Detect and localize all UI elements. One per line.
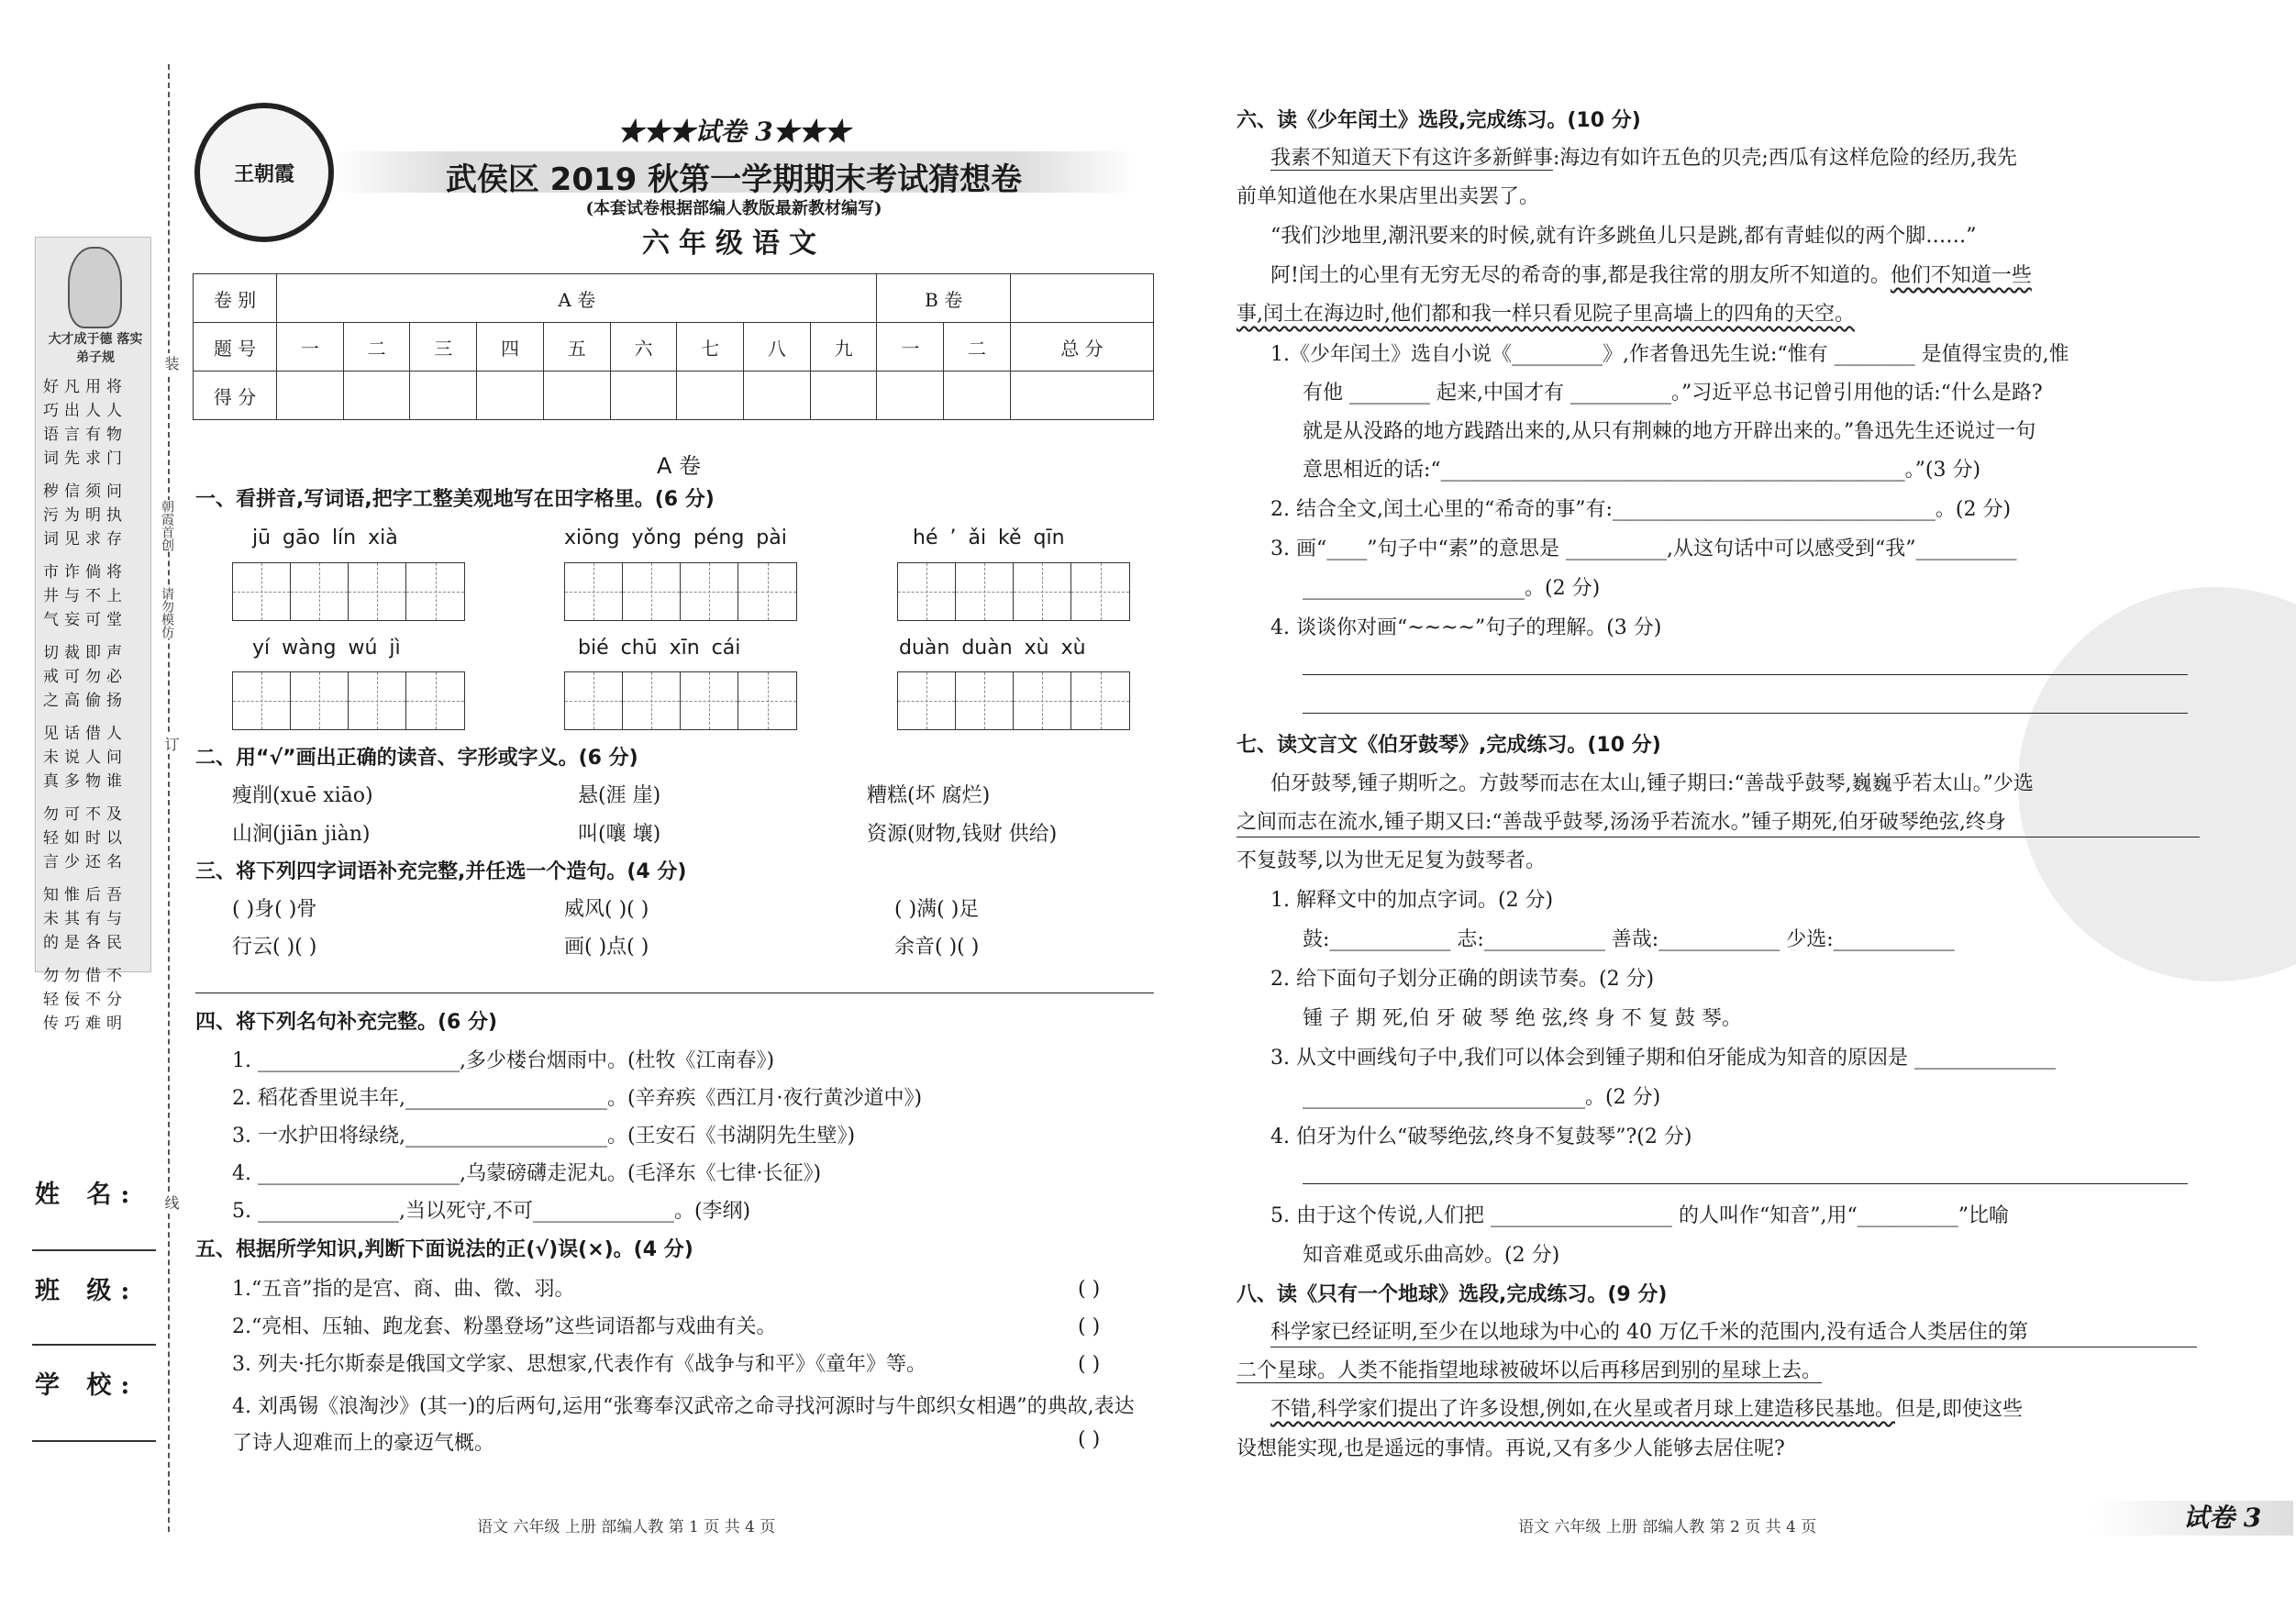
name-field[interactable] bbox=[32, 1249, 156, 1251]
q2-item[interactable]: 叫(嚷 壤) bbox=[578, 823, 661, 846]
score-input[interactable] bbox=[343, 372, 410, 420]
q7-item[interactable]: 锺 子 期 死,伯 牙 破 琴 绝 弦,终 身 不 复 鼓 琴。 bbox=[1303, 1007, 1742, 1030]
q2-item[interactable]: 山涧(jiān jiàn) bbox=[232, 823, 371, 846]
q8-passage: 不错,科学家们提出了许多设想,例如,在火星或者月球上建造移民基地。但是,即使这些 bbox=[1270, 1398, 2023, 1421]
q6-passage: “我们沙地里,潮汛要来的时候,就有许多跳鱼儿只是跳,都有青蛙似的两个脚……” bbox=[1270, 225, 1977, 248]
q4-item[interactable]: 5. ______________,当以死守,不可______________。(李纲) bbox=[232, 1200, 751, 1223]
q2-item[interactable]: 悬(涯 崖) bbox=[578, 784, 661, 807]
q2-item[interactable]: 瘦削(xuē xiāo) bbox=[232, 784, 373, 807]
name-label: 姓 名: bbox=[35, 1181, 139, 1209]
pinyin-6: duàn duàn xù xù bbox=[899, 637, 1086, 660]
score-input[interactable] bbox=[810, 372, 877, 420]
paper-tag: 试卷 3 bbox=[2183, 1503, 2262, 1533]
q4-item[interactable]: 2. 稻花香里说丰年,____________________。(辛弃疾《西江月·夜行黄沙道中》) bbox=[232, 1087, 923, 1110]
q7-item[interactable]: 鼓:____________ 志:____________ 善哉:____________ 少选:____________ bbox=[1303, 928, 1955, 951]
q3-item[interactable]: 威风( )( ) bbox=[564, 898, 649, 921]
writing-grid[interactable] bbox=[564, 562, 797, 621]
section-a-title: A 卷 bbox=[656, 453, 702, 479]
table-cell: 一 bbox=[877, 323, 944, 372]
writing-grid[interactable] bbox=[232, 671, 465, 730]
q7-passage: 之间而志在流水,锺子期又曰:“善哉乎鼓琴,汤汤乎若流水。”锺子期死,伯牙破琴绝弦,终身 bbox=[1237, 809, 2200, 837]
score-input[interactable] bbox=[744, 372, 811, 420]
score-input[interactable] bbox=[610, 372, 677, 420]
side-note-ding: 订 bbox=[158, 734, 184, 754]
score-input[interactable] bbox=[1010, 372, 1153, 420]
answer-bracket[interactable]: ( ) bbox=[1078, 1278, 1101, 1301]
side-note-brand: 朝霞首创 bbox=[160, 500, 174, 551]
brand-logo: 王朝霞 bbox=[194, 103, 334, 242]
writing-grid[interactable] bbox=[564, 671, 797, 730]
q7-item[interactable]: 3. 从文中画线句子中,我们可以体会到锺子期和伯牙能成为知音的原因是 ______________ bbox=[1270, 1047, 2056, 1070]
q4-item[interactable]: 1. ____________________,多少楼台烟雨中。(杜牧《江南春》) bbox=[232, 1049, 775, 1072]
table-cell: 题 号 bbox=[194, 323, 277, 372]
answer-bracket[interactable]: ( ) bbox=[1078, 1315, 1101, 1338]
q7-item: 4. 伯牙为什么“破琴绝弦,终身不复鼓琴”?(2 分) bbox=[1270, 1126, 1692, 1148]
answer-bracket[interactable]: ( ) bbox=[1078, 1353, 1101, 1376]
q5-item: 3. 列夫·托尔斯泰是俄国文学家、思想家,代表作有《战争与和平》《童年》等。 bbox=[232, 1353, 926, 1376]
side-note-xian: 线 bbox=[158, 1192, 184, 1213]
score-input[interactable] bbox=[944, 372, 1011, 420]
score-input[interactable] bbox=[877, 372, 944, 420]
pinyin-3: hé ’ ǎi kě qīn bbox=[913, 527, 1065, 549]
motto-top: 大才成于德 落实弟子规 bbox=[48, 332, 143, 365]
page-title: 武侯区 2019 秋第一学期期末考试猜想卷 bbox=[445, 161, 1023, 198]
q6-item[interactable]: 意思相近的话:“______________________________________________。”(3 分) bbox=[1303, 459, 1981, 482]
table-cell: 五 bbox=[543, 323, 610, 372]
motto-panel bbox=[35, 237, 151, 1033]
q8-passage: 科学家已经证明,至少在以地球为中心的 40 万亿千米的范围内,没有适合人类居住的第 bbox=[1270, 1319, 2197, 1347]
q5-item: 1.“五音”指的是宫、商、曲、徵、羽。 bbox=[232, 1278, 575, 1301]
mascot-icon bbox=[68, 247, 122, 328]
q7-item: 知音难觅或乐曲高妙。(2 分) bbox=[1303, 1244, 1560, 1267]
q2-heading: 二、用“√”画出正确的读音、字形或字义。(6 分) bbox=[195, 747, 638, 770]
writing-grid[interactable] bbox=[897, 671, 1130, 730]
q4-item[interactable]: 4. ____________________,乌蒙磅礴走泥丸。(毛泽东《七律·长征》) bbox=[232, 1162, 822, 1185]
pinyin-5: bié chū xīn cái bbox=[578, 637, 741, 660]
school-field[interactable] bbox=[32, 1440, 156, 1442]
pinyin-4: yí wàng wú jì bbox=[252, 637, 401, 660]
q5-item: 4. 刘禹锡《浪淘沙》(其一)的后两句,运用“张骞奉汉武帝之命寻找河源时与牛郎织女相遇”的典故,表达了诗人迎难而上的豪迈气概。 bbox=[232, 1395, 1135, 1455]
q3-item[interactable]: ( )身( )骨 bbox=[232, 898, 317, 921]
q6-item[interactable]: ______________________。(2 分) bbox=[1303, 577, 1601, 600]
table-cell: 三 bbox=[410, 323, 477, 372]
q3-item[interactable]: ( )满( )足 bbox=[894, 898, 980, 921]
score-input[interactable] bbox=[277, 372, 344, 420]
q6-passage: 我素不知道天下有这许多新鲜事:海边有如许五色的贝壳;西瓜有这样危险的经历,我先 bbox=[1270, 147, 2017, 170]
q4-item[interactable]: 3. 一水护田将绿绕,____________________。(王安石《书湖阴先生壁》) bbox=[232, 1125, 856, 1148]
q6-item[interactable]: 2. 结合全文,闰土心里的“希奇的事”有:________________________________。(2 分) bbox=[1270, 498, 2012, 521]
q1-heading: 一、看拼音,写词语,把字工整美观地写在田字格里。(6 分) bbox=[195, 488, 715, 511]
table-cell: 四 bbox=[477, 323, 544, 372]
q6-item[interactable]: 1.《少年闰土》选自小说《_________》,作者鲁迅先生说:“惟有 ________ 是值得宝贵的,惟 bbox=[1270, 343, 2069, 366]
q7-item[interactable]: ____________________________。(2 分) bbox=[1303, 1086, 1661, 1109]
class-label: 班 级: bbox=[35, 1277, 139, 1305]
q8-passage: 设想能实现,也是遥远的事情。再说,又有多少人能够去居住呢? bbox=[1237, 1437, 1785, 1460]
writing-grid[interactable] bbox=[897, 562, 1130, 621]
q4-heading: 四、将下列名句补充完整。(6 分) bbox=[195, 1011, 498, 1034]
page-subtitle: (本套试卷根据部编人教版最新教材编写) bbox=[585, 199, 882, 218]
score-input[interactable] bbox=[410, 372, 477, 420]
q6-item: 就是从没路的地方践踏出来的,从只有荆棘的地方开辟出来的。”鲁迅先生还说过一句 bbox=[1303, 420, 2036, 443]
answer-line[interactable] bbox=[1303, 674, 2188, 675]
q2-item[interactable]: 糟糕(坏 腐烂) bbox=[867, 784, 991, 807]
q7-passage: 伯牙鼓琴,锺子期听之。方鼓琴而志在太山,锺子期曰:“善哉乎鼓琴,巍巍乎若太山。”少选 bbox=[1270, 772, 2034, 795]
table-cell: 卷 别 bbox=[194, 274, 277, 323]
table-cell: 八 bbox=[744, 323, 811, 372]
table-cell: 一 bbox=[277, 323, 344, 372]
school-label: 学 校: bbox=[35, 1371, 139, 1400]
q7-item: 2. 给下面句子划分正确的朗读节奏。(2 分) bbox=[1270, 968, 1655, 991]
q6-passage: 阿!闰土的心里有无穷无尽的希奇的事,都是我往常的朋友所不知道的。他们不知道一些 bbox=[1270, 264, 2032, 287]
table-cell: B 卷 bbox=[877, 274, 1010, 323]
table-cell: 总 分 bbox=[1010, 323, 1153, 372]
score-input[interactable] bbox=[677, 372, 744, 420]
q7-passage: 不复鼓琴,以为世无足复为鼓琴者。 bbox=[1237, 849, 1546, 872]
answer-line[interactable] bbox=[1303, 713, 2188, 714]
motto-text: 好凡用将 巧出人人 语言有物 词先求门 秽信须问 污为明执 词见求存 市诈倘将 井与不上 气妄可堂 切裁即声 戒可勿必 之高偷扬 见话借人 未说人问 真多物谁 勿可不及 轻如时以 言少还名 知惟后吾 未其有与 的是各民 勿勿借不 轻佞不分 传巧难明 bbox=[43, 378, 128, 1033]
subject-title: 六年级语文 bbox=[642, 227, 826, 260]
q3-item[interactable]: 行云( )( ) bbox=[232, 936, 317, 959]
table-cell: 得 分 bbox=[194, 372, 277, 420]
binding-dashed-line bbox=[168, 64, 170, 1532]
side-note-copy: 请勿模仿 bbox=[160, 587, 174, 638]
q2-item[interactable]: 资源(财物,钱财 供给) bbox=[867, 823, 1058, 846]
table-cell: 六 bbox=[610, 323, 677, 372]
writing-grid[interactable] bbox=[232, 562, 465, 621]
q7-heading: 七、读文言文《伯牙鼓琴》,完成练习。(10 分) bbox=[1237, 734, 1661, 757]
answer-line[interactable] bbox=[1303, 1183, 2188, 1184]
pinyin-1: jū gāo lín xià bbox=[252, 527, 398, 549]
footer-right: 语文 六年级 上册 部编人教 第 2 页 共 4 页 bbox=[1518, 1518, 1817, 1536]
q6-passage: 事,闰土在海边时,他们都和我一样只看见院子里高墙上的四角的天空。 bbox=[1237, 303, 1855, 326]
side-note-zhuang: 装 bbox=[158, 353, 184, 373]
class-field[interactable] bbox=[32, 1344, 156, 1346]
q6-item: 4. 谈谈你对画“~~~~”句子的理解。(3 分) bbox=[1270, 616, 1662, 639]
q3-item[interactable]: 余音( )( ) bbox=[894, 936, 980, 959]
score-table bbox=[193, 273, 1154, 420]
table-cell: 九 bbox=[810, 323, 877, 372]
q7-item[interactable]: 5. 由于这个传说,人们把 __________________ 的人叫作“知音”,用“__________”比喻 bbox=[1270, 1204, 2009, 1227]
q6-passage: 前单知道他在水果店里出卖罢了。 bbox=[1237, 185, 1540, 208]
q6-heading: 六、读《少年闰土》选段,完成练习。(10 分) bbox=[1237, 109, 1641, 132]
footer-left: 语文 六年级 上册 部编人教 第 1 页 共 4 页 bbox=[477, 1518, 776, 1536]
q3-heading: 三、将下列四字词语补充完整,并任选一个造句。(4 分) bbox=[195, 860, 687, 883]
table-cell: A 卷 bbox=[277, 274, 877, 323]
q3-item[interactable]: 画( )点( ) bbox=[564, 936, 649, 959]
score-input[interactable] bbox=[543, 372, 610, 420]
q5-item: 2.“亮相、压轴、跑龙套、粉墨登场”这些词语都与戏曲有关。 bbox=[232, 1315, 777, 1338]
pinyin-2: xiōng yǒng péng pài bbox=[564, 527, 787, 549]
q8-passage: 二个星球。人类不能指望地球被破坏以后再移居到别的星球上去。 bbox=[1237, 1359, 1823, 1382]
table-cell: 七 bbox=[677, 323, 744, 372]
q6-item[interactable]: 有他 ________ 起来,中国才有 __________。”习近平总书记曾引用他的话:“什么是路? bbox=[1303, 382, 2043, 405]
q6-item[interactable]: 3. 画“____”句子中“素”的意思是 __________,从这句话中可以感受到“我”__________ bbox=[1270, 538, 2017, 560]
table-cell: 二 bbox=[944, 323, 1011, 372]
answer-bracket[interactable]: ( ) bbox=[1078, 1428, 1101, 1451]
table-cell: 二 bbox=[343, 323, 410, 372]
q8-heading: 八、读《只有一个地球》选段,完成练习。(9 分) bbox=[1237, 1283, 1668, 1306]
paper-series: ★★★试卷 3★★★ bbox=[617, 116, 850, 147]
q7-item: 1. 解释文中的加点字词。(2 分) bbox=[1270, 889, 1554, 912]
table-cell bbox=[1010, 274, 1153, 323]
q5-heading: 五、根据所学知识,判断下面说法的正(√)误(×)。(4 分) bbox=[195, 1238, 693, 1261]
score-input[interactable] bbox=[477, 372, 544, 420]
